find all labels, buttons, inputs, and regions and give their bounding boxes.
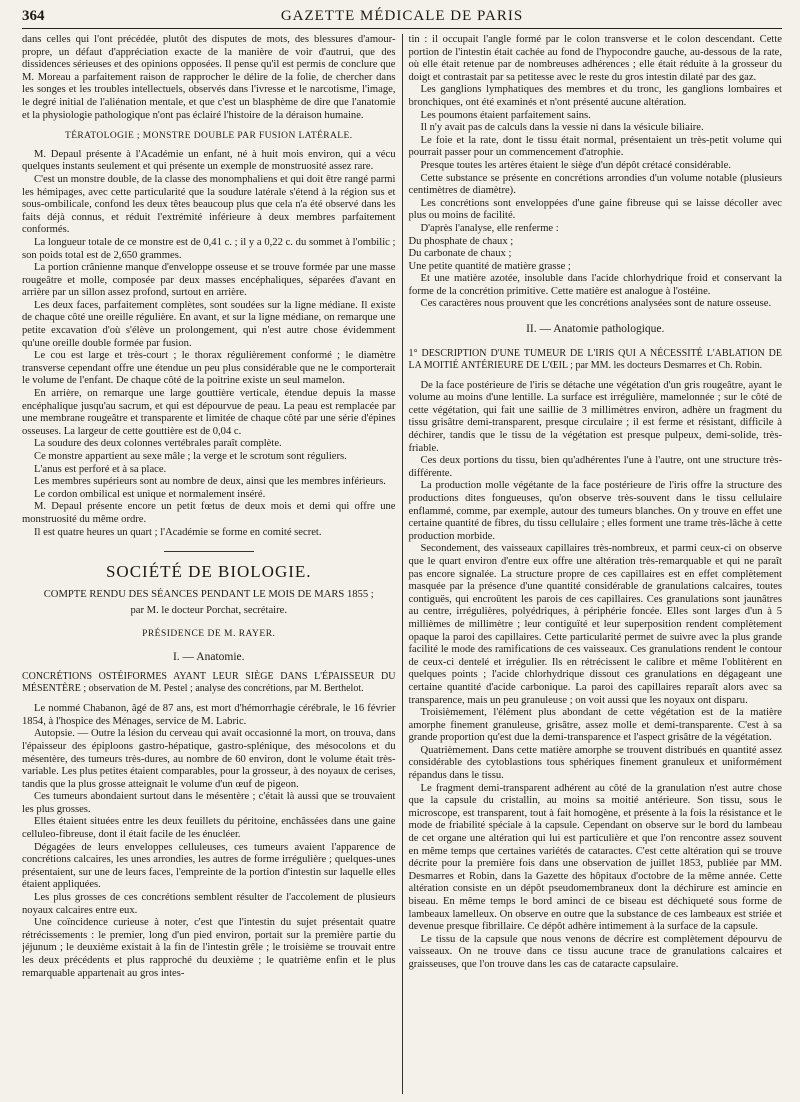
paragraph: Cette substance se présente en concrétions arrondies d'un volume notable (plusieurs centimètres de diamètre). — [408, 172, 782, 197]
paragraph: Le nommé Chabanon, âgé de 87 ans, est mort d'hémorrhagie cérébrale, le 16 février 1854, à l'hospice des Ménages, service de M. Labric. — [22, 703, 396, 727]
paragraph: Le tissu de la capsule que nous venons de décrire est complètement dépourvu de vaisseaux. On ne trouve dans ce tissu aucune trace de granulations calcaires et graisseuses, que l'on trouve dans les cas de cataracte capsulaire. — [408, 933, 782, 970]
article-caption: 1° DESCRIPTION D'UNE TUMEUR DE L'IRIS QUI A NÉCESSITÉ L'ABLATION DE LA MOITIÉ ANTÉRIEURE DE L'ŒIL ; par MM. les docteurs Desmarres et Ch. Robin. — [408, 347, 782, 371]
section-heading-teratologie: TÉRATOLOGIE ; MONSTRE DOUBLE PAR FUSION LATÉRALE. — [65, 131, 353, 142]
paragraph: Il est quatre heures un quart ; l'Académie se forme en comité secret. — [34, 526, 322, 538]
paragraph: Le foie et la rate, dont le tissu était normal, présentaient un très-petit volume qui pourrait passer pour un commencement d'atrophie. — [408, 134, 782, 159]
section-heading-anatomie-pathologique: II. — Anatomie pathologique. — [526, 323, 665, 336]
paragraph: M. Depaul présente encore un petit fœtus de deux mois et demi qui offre une monstruosité du même ordre. — [22, 501, 396, 525]
secretary-line: par M. le docteur Porchat, secrétaire. — [130, 605, 287, 617]
paragraph: C'est un monstre double, de la classe des monomphaliens et qui doit être rangé parmi les hémipages, avec cette particularité que la soudure latérale s'étend à la région sus et sous-ombilicale, confond les deux têtes beaucoup plus que cela n'a été observé dans les faits déjà connus, et réduit l'extrémité inférieure à deux membres parfaitement conformés. — [22, 173, 396, 236]
paragraph: La production molle végétante de la face postérieure de l'iris offre la structure des productions dites fongueuses, qu'on observe très-souvent dans le tissu cellulaire enflammé, comme, par exemple, autour des tumeurs blanches. On y trouve en effet une certaine quantité de fibres, du tissu cellulaire ; elles forment une trame très-lâche à cette production morbide. — [408, 480, 782, 542]
paragraph: Ces deux portions du tissu, bien qu'adhérentes l'une à l'autre, ont une structure très-différente. — [408, 455, 782, 479]
paragraph: Les ganglions lymphatiques des membres et du tronc, les ganglions lombaires et bronchiques, ont été examinés et n'ont présenté aucune altération. — [408, 84, 782, 108]
paragraph: Troisièmement, l'élément plus abondant de cette végétation est de la matière amorphe finement granuleuse, grisâtre, assez molle et demi-transparente. C'est à sa grande proportion qu'est due la demi-transparence et l'aspect grisâtre de la végétation. — [408, 707, 782, 744]
page-number: 364 — [22, 8, 45, 24]
paragraph: M. Depaul présente à l'Académie un enfant, né à huit mois environ, qui a vécu quelques instants seulement et qui présente un exemple de monstruosité assez rare. — [22, 148, 396, 173]
paragraph: Les plus grosses de ces concrétions semblent résulter de l'accolement de plusieurs noyaux calcaires entre eux. — [22, 892, 396, 916]
right-column — [403, 34, 783, 1094]
paragraph: Du phosphate de chaux ; — [408, 235, 514, 247]
paragraph: Ces tumeurs abondaient surtout dans le mésentère ; c'était là aussi que se trouvaient les plus grosses. — [22, 791, 396, 815]
society-heading: SOCIÉTÉ DE BIOLOGIE. — [105, 562, 312, 582]
paragraph: Dégagées de leurs enveloppes celluleuses, ces tumeurs avaient l'apparence de concrétions calcaires, les unes arrondies, les autres de forme irrégulière ; quelques-unes présentaient, sur une de leurs faces, l'empreinte de la portion d'intestin sur laquelle elles étaient appliquées. — [22, 841, 396, 891]
paragraph: tin : il occupait l'angle formé par le colon transverse et le colon descendant. Cette portion de l'intestin était cachée au fond de l'hypocondre gauche, au-dessous de la rate, où elle était retenue par de nombreuses adhérences ; elle était réduite à la grosseur du doigt et contrastait par sa petitesse avec le reste du gros intestin dilaté par des gaz. — [408, 34, 782, 83]
paragraph: Les poumons étaient parfaitement sains. — [420, 109, 591, 121]
compte-rendu-line: COMPTE RENDU DES SÉANCES PENDANT LE MOIS DE MARS 1855 ; — [43, 588, 374, 600]
paragraph: D'après l'analyse, elle renferme : — [420, 222, 559, 234]
paragraph: Le cou est large et très-court ; le thorax régulièrement conformé ; le diamètre transverse cependant offre une étendue un peu plus considérable que ne le comporterait le volume de l'enfant. De chaque côté de la poitrine existe un seul mamelon. — [22, 350, 396, 387]
journal-title: GAZETTE MÉDICALE DE PARIS — [280, 8, 524, 24]
presidence-line: PRÉSIDENCE DE M. RAYER. — [142, 628, 276, 639]
left-column — [22, 34, 402, 1094]
paragraph: La portion crânienne manque d'enveloppe osseuse et se trouve formée par une masse rougeâtre et molle, composée par deux masses encéphaliques, séparées d'avant en arrière par un sillon assez profond, surtout en arrière. — [22, 262, 396, 299]
paragraph: Quatrièmement. Dans cette matière amorphe se trouvent distribués en quantité assez considérable des cytoblastions tous sphériques finement granuleux et uniformément répandus dans le tissu. — [408, 744, 782, 782]
paragraph: Ce monstre appartient au sexe mâle ; la verge et le scrotum sont réguliers. — [34, 451, 347, 462]
article-caption: CONCRÉTIONS OSTÉIFORMES AYANT LEUR SIÈGE DANS L'ÉPAISSEUR DU MÉSENTÈRE ; observation de M. Pestel ; analyse des concrétions, par M. Berthelot. — [22, 671, 396, 695]
paragraph: L'anus est perforé et à sa place. — [34, 463, 167, 475]
paragraph: Les concrétions sont enveloppées d'une gaine fibreuse qui se laisse décoller avec plus ou moins de facilité. — [408, 197, 782, 222]
paragraph: Le fragment demi-transparent adhérent au côté de la granulation n'est autre chose que la capsule du cristallin, au moins sa moitié antérieure. Son tissu, sous le microscope, est transparent, tout à fait homogène, et présente à la fois la résistance et le mode de friabilité spéciale à la capsule. Cependant on observe sur le bord du lambeau de cet organe une altération qui lui est particulière et que l'on rencontre assez souvent en même temps que certaines variétés de cataractes. C'est cette altération qui se trouve décrite pour la première fois dans une observation de juillet 1853, publiée par MM. Desmarres et Robin, dans la Gazette des hôpitaux d'octobre de la même année. Cette altération consiste en un dépôt pseudomembraneux dont la déchirure est amincie en biseau. En même temps le bord aminci de ce biseau est déchiqueté sous forme de lambeaux lamelleux. On observe en outre que la substance de ces lambeaux est striée et devenue presque fibrillaire. Ce dépôt adhère intimement à la surface de la capsule. — [408, 782, 782, 933]
paragraph: Les deux faces, parfaitement complètes, sont soudées sur la ligne médiane. Il existe de chaque côté une oreille régulière. En avant, et sur la ligne médiane, on remarque une petite excavation d'où s'élève un prolongement, qui n'est autre chose évidemment qu'une oreille double formée par fusion. — [22, 299, 396, 349]
paragraph: Et une matière azotée, insoluble dans l'acide chlorhydrique froid et conservant la forme de la concrétion primitive. Cette matière est analogue à l'ostéine. — [408, 273, 782, 297]
paragraph: Presque toutes les artères étaient le siège d'un dépôt crétacé considérable. — [420, 159, 731, 171]
paragraph: Le cordon ombilical est unique et normalement inséré. — [34, 488, 266, 500]
paragraph: Il n'y avait pas de calculs dans la vessie ni dans la vésicule biliaire. — [420, 122, 704, 134]
paragraph: Ces caractères nous prouvent que les concrétions analysées sont de nature osseuse. — [420, 298, 772, 310]
paragraph: Secondement, des vaisseaux capillaires très-nombreux, et parmi ceux-ci on observe que le quart environ d'entre eux offre une altération très-remarquable et qui ne paraît pas encore signalée. La structure propre de ces capillaires est en effet complètement masquée par la présence d'une quantité considérable de granulations calcaires, toutes contiguës, qui encroûtent les parois de ces capillaires. Ces granulations sont jaunâtres au centre, irrégulières, polyédriques, à périphérie foncée. Elles sont larges d'un à 5 millièmes de millimètre ; leur contiguïté et leur superposition rendent complètement opaque la paroi des capillaires. Cette particularité permet de suivre avec la plus grande facilité le mode des ramifications de ces vaisseaux. Ces granulations rendent le contour de ceux-ci dentelé et irrégulier. Ils en rétrécissent le calibre et même l'oblitèrent en quelques points ; l'acide chlorhydrique dissout ces granulations en dégageant une certaine quantité d'acide carbonique. La paroi des capillaires reparaît alors avec sa transparence, mais un peu granuleuse ; on voit aussi que les noyaux ont disparu. — [408, 543, 782, 706]
paragraph: Les membres supérieurs sont au nombre de deux, ainsi que les membres inférieurs. — [34, 476, 386, 488]
paragraph: Du carbonate de chaux ; — [408, 248, 512, 260]
paragraph: Une coïncidence curieuse à noter, c'est que l'intestin du sujet présentait quatre rétrécissements : le premier, long d'un pied environ, portait sur la première partie du jéjunum ; le deuxième existait à la fin de l'intestin grêle ; le troisième se trouvait entre les deux précédents et plus rapproché du deuxième ; le quatrième enfin et le plus remarquable appartenait au gros intes- — [22, 917, 396, 979]
paragraph: Une petite quantité de matière grasse ; — [408, 260, 571, 272]
paragraph: La longueur totale de ce monstre est de 0,41 c. ; il y a 0,22 c. du sommet à l'ombilic ; son poids total est de 2,650 grammes. — [22, 236, 396, 261]
paragraph: En arrière, on remarque une large gouttière verticale, étendue depuis la masse encéphalique jusqu'au sacrum, et qui est dépourvue de peau. La peau est remplacée par une membrane rougeâtre et transparente et limitée de chaque côté par une série d'épines osseuses. La largeur de cette gouttière est de 0,04 c. — [22, 388, 396, 437]
paragraph: Elles étaient situées entre les deux feuillets du péritoine, enchâssées dans une gaine celluleo-fibreuse, dont il était facile de les énucléer. — [22, 816, 396, 841]
paragraph: La soudure des deux colonnes vertébrales paraît complète. — [34, 438, 282, 450]
two-column-body — [22, 34, 782, 1094]
paragraph: De la face postérieure de l'iris se détache une végétation d'un gris rougeâtre, ayant le volume au moins d'une lentille. La surface est irrégulière, mamelonnée ; sur le côté de cette végétation, qui fait une saillie de 3 millimètres environ, adhère un fragment du tissu grisâtre demi-transparent, presque circulaire ; il est ferme et résistant, difficile à déchirer, tandis que le tissu de la végétation est presque pulpeux, demi-solide, très-friable. — [408, 379, 782, 454]
paragraph: Autopsie. — Outre la lésion du cerveau qui avait occasionné la mort, on trouva, dans l'épaisseur des épiploons gastro-hépatique, gastro-splénique, des mésocolons et du mésentère, des tumeurs très-dures, au nombre de 60 environ, dont le volume était très-variable. Les plus petites étaient comparables, pour la grosseur, à des noyaux de cerises, tandis que la plus grosse atteignait le volume d'un œuf de pigeon. — [22, 728, 396, 790]
section-heading-anatomie: I. — Anatomie. — [172, 650, 245, 663]
paragraph: dans celles qui l'ont précédée, plutôt des disputes de mots, des blessures d'amour-propre, un défaut d'appréciation exacte de la manière de voir d'autrui, que des dissidences sérieuses et des opinions opposées. Il pense qu'il est permis de conclure que M. Moreau a parfaitement raison de rapprocher le délire de la folie, de chercher dans les songes et les troubles intellectuels, observés dans l'ivresse et le narcotisme, l'image, le degré initial de l'aliénation mentale, et que c'est un blasphème de dire que l'anatomie et la physiologie pathologique n'ont pas éclairé l'histoire de la déraison humaine. — [22, 34, 396, 121]
section-divider — [164, 551, 254, 552]
running-header — [22, 6, 782, 29]
